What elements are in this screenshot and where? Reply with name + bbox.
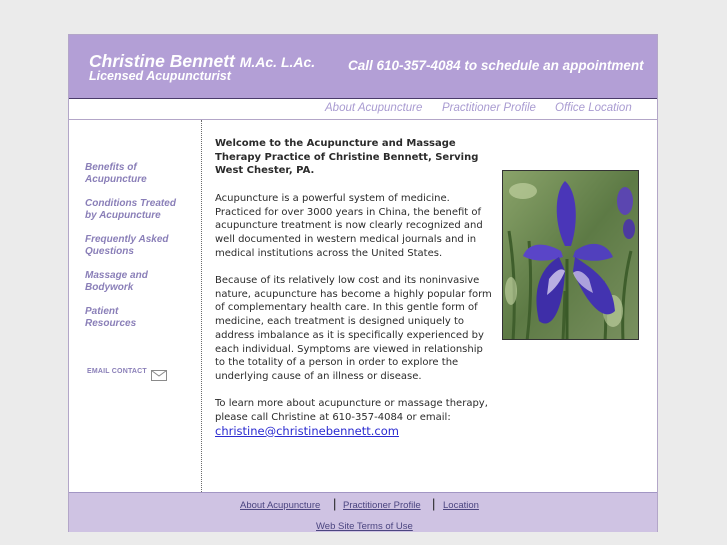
sidebar-item-benefits[interactable] — [85, 162, 195, 186]
footer-link-about-acupuncture[interactable]: About Acupuncture — [240, 500, 321, 511]
envelope-icon[interactable] — [151, 366, 167, 385]
welcome-heading: Welcome to the Acupuncture and Massage Therapy Practice of Christine Bennett, Serving West Chester, PA. — [215, 138, 479, 177]
footer-link-terms[interactable]: Web Site Terms of Use — [316, 521, 413, 532]
main-content — [215, 137, 495, 439]
benefits-paragraph: Because of its relatively low cost and its noninvasive nature, acupuncture has become a highly popular form of complementary health care. In this gentle form of medicine, each treatment is designed uniquely to address imbalance as it is specifically experienced by each individual. Symptoms are viewed in relationship to the totality of a person in order to explore the underlying cause of an illness or disease. — [215, 275, 492, 382]
sidebar-item-massage[interactable] — [85, 270, 195, 294]
top-nav-practitioner-profile[interactable]: Practitioner Profile — [442, 102, 536, 114]
sidebar-item-faq[interactable] — [85, 234, 195, 258]
sidebar-item-patient-resources[interactable] — [85, 306, 195, 330]
footer-link-practitioner-profile[interactable]: Practitioner Profile — [343, 500, 421, 511]
sidebar — [69, 120, 202, 492]
email-address-link[interactable]: christine@christinebennett.com — [215, 423, 399, 438]
practitioner-name: Christine Bennett — [89, 51, 235, 71]
site-footer — [69, 492, 657, 532]
sidebar-item-label: Acupuncture — [85, 174, 147, 185]
footer-link-location[interactable]: Location — [443, 500, 479, 511]
top-nav-about-acupuncture[interactable]: About Acupuncture — [325, 102, 423, 114]
email-contact-link[interactable]: EMAIL CONTACT — [87, 368, 147, 375]
sidebar-item-label: Benefits of — [85, 162, 137, 173]
contact-paragraph: To learn more about acupuncture or massage therapy, please call Christine at 610-357-4084 or email: — [215, 398, 488, 424]
call-to-action: Call 610-357-4084 to schedule an appointment — [348, 58, 644, 73]
practitioner-credentials: M.Ac. L.Ac. — [239, 54, 316, 70]
intro-paragraph: Acupuncture is a powerful system of medicine. Practiced for over 3000 years in China, the benefit of acupuncture treatment is now clearly recognized and well documented in western medical journals and in medical institutions across the United States. — [215, 192, 483, 259]
sidebar-item-label: Questions — [85, 246, 134, 257]
footer-separator: | — [432, 496, 436, 511]
footer-separator: | — [333, 496, 337, 511]
sidebar-item-label: Frequently Asked — [85, 234, 169, 245]
site-subtitle: Licensed Acupuncturist — [89, 69, 231, 83]
sidebar-item-conditions[interactable] — [85, 198, 195, 222]
sidebar-item-label: Bodywork — [85, 282, 134, 293]
sidebar-item-label: Patient — [85, 306, 119, 317]
top-nav — [69, 99, 657, 120]
top-nav-office-location[interactable]: Office Location — [555, 102, 632, 114]
sidebar-item-label: Resources — [85, 318, 137, 329]
sidebar-item-label: Massage and — [85, 270, 148, 281]
page-container — [68, 34, 658, 532]
sidebar-item-label: Conditions Treated — [85, 198, 176, 209]
sidebar-item-label: by Acupuncture — [85, 210, 161, 221]
site-header — [69, 35, 657, 99]
iris-flower-photo — [502, 170, 639, 340]
